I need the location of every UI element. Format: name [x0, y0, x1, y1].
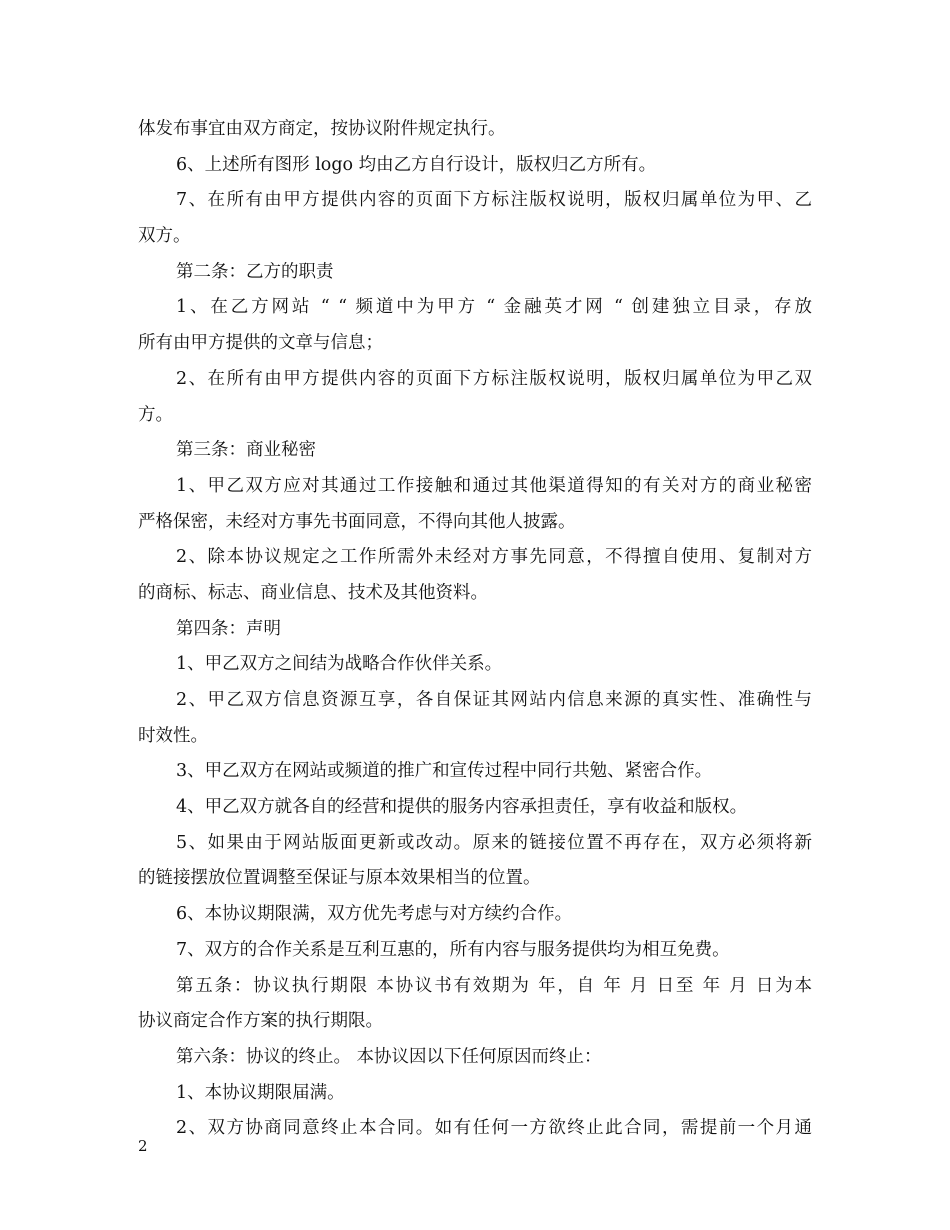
- list-item: 1、在乙方网站 “ “ 频道中为甲方 “ 金融英才网 “ 创建独立目录，存放: [176, 297, 812, 318]
- list-item: 4、甲乙双方就各自的经营和提供的服务内容承担责任，享有收益和版权。: [176, 797, 748, 818]
- list-item: 1、甲乙双方应对其通过工作接触和通过其他渠道得知的有关对方的商业秘密: [176, 475, 812, 496]
- list-item: 3、甲乙双方在网站或频道的推广和宣传过程中同行共勉、紧密合作。: [176, 761, 713, 782]
- body-line: 所有由甲方提供的文章与信息；: [138, 333, 383, 354]
- list-item: 2、双方协商同意终止本合同。如有任何一方欲终止此合同，需提前一个月通: [176, 1118, 812, 1139]
- list-item: 7、在所有由甲方提供内容的页面下方标注版权说明，版权归属单位为甲、乙: [176, 190, 812, 211]
- body-line: 时效性。: [138, 725, 208, 746]
- section-heading: 第二条：乙方的职责: [176, 261, 334, 282]
- list-item: 7、双方的合作关系是互利互惠的，所有内容与服务提供均为相互免费。: [176, 939, 730, 960]
- section-heading: 第三条：商业秘密: [176, 440, 316, 461]
- list-item: 2、甲乙双方信息资源互享，各自保证其网站内信息来源的真实性、准确性与: [176, 690, 812, 710]
- body-line: 严格保密，未经对方事先书面同意，不得向其他人披露。: [138, 511, 576, 532]
- document-body: [138, 112, 812, 1147]
- body-line: 双方。: [138, 226, 191, 247]
- body-line: 的链接摆放位置调整至保证与原本效果相当的位置。: [138, 868, 541, 889]
- list-item: 1、甲乙双方之间结为战略合作伙伴关系。: [176, 654, 503, 675]
- list-item: 5、如果由于网站版面更新或改动。原来的链接位置不再存在，双方必须将新: [176, 832, 812, 853]
- page-number: 2: [138, 1137, 148, 1155]
- body-line: 协议商定合作方案的执行期限。: [138, 1011, 383, 1032]
- section-heading: 第五条：协议执行期限 本协议书有效期为 年，自 年 月 日至 年 月 日为本: [176, 975, 812, 996]
- body-line: 的商标、标志、商业信息、技术及其他资料。: [138, 582, 488, 603]
- section-heading: 第六条：协议的终止。 本协议因以下任何原因而终止：: [176, 1046, 602, 1067]
- list-item: 1、本协议期限届满。: [176, 1082, 345, 1103]
- body-line: 方。: [138, 404, 173, 425]
- list-item: 6、本协议期限满，双方优先考虑与对方续约合作。: [176, 904, 573, 925]
- section-heading: 第四条：声明: [176, 618, 281, 639]
- list-item: 2、除本协议规定之工作所需外未经对方事先同意，不得擅自使用、复制对方: [176, 547, 812, 568]
- list-item: 2、在所有由甲方提供内容的页面下方标注版权说明，版权归属单位为甲乙双: [176, 368, 812, 389]
- list-item: 6、上述所有图形 logo 均由乙方自行设计，版权归乙方所有。: [176, 154, 657, 175]
- body-line: 体发布事宜由双方商定，按协议附件规定执行。: [138, 119, 506, 139]
